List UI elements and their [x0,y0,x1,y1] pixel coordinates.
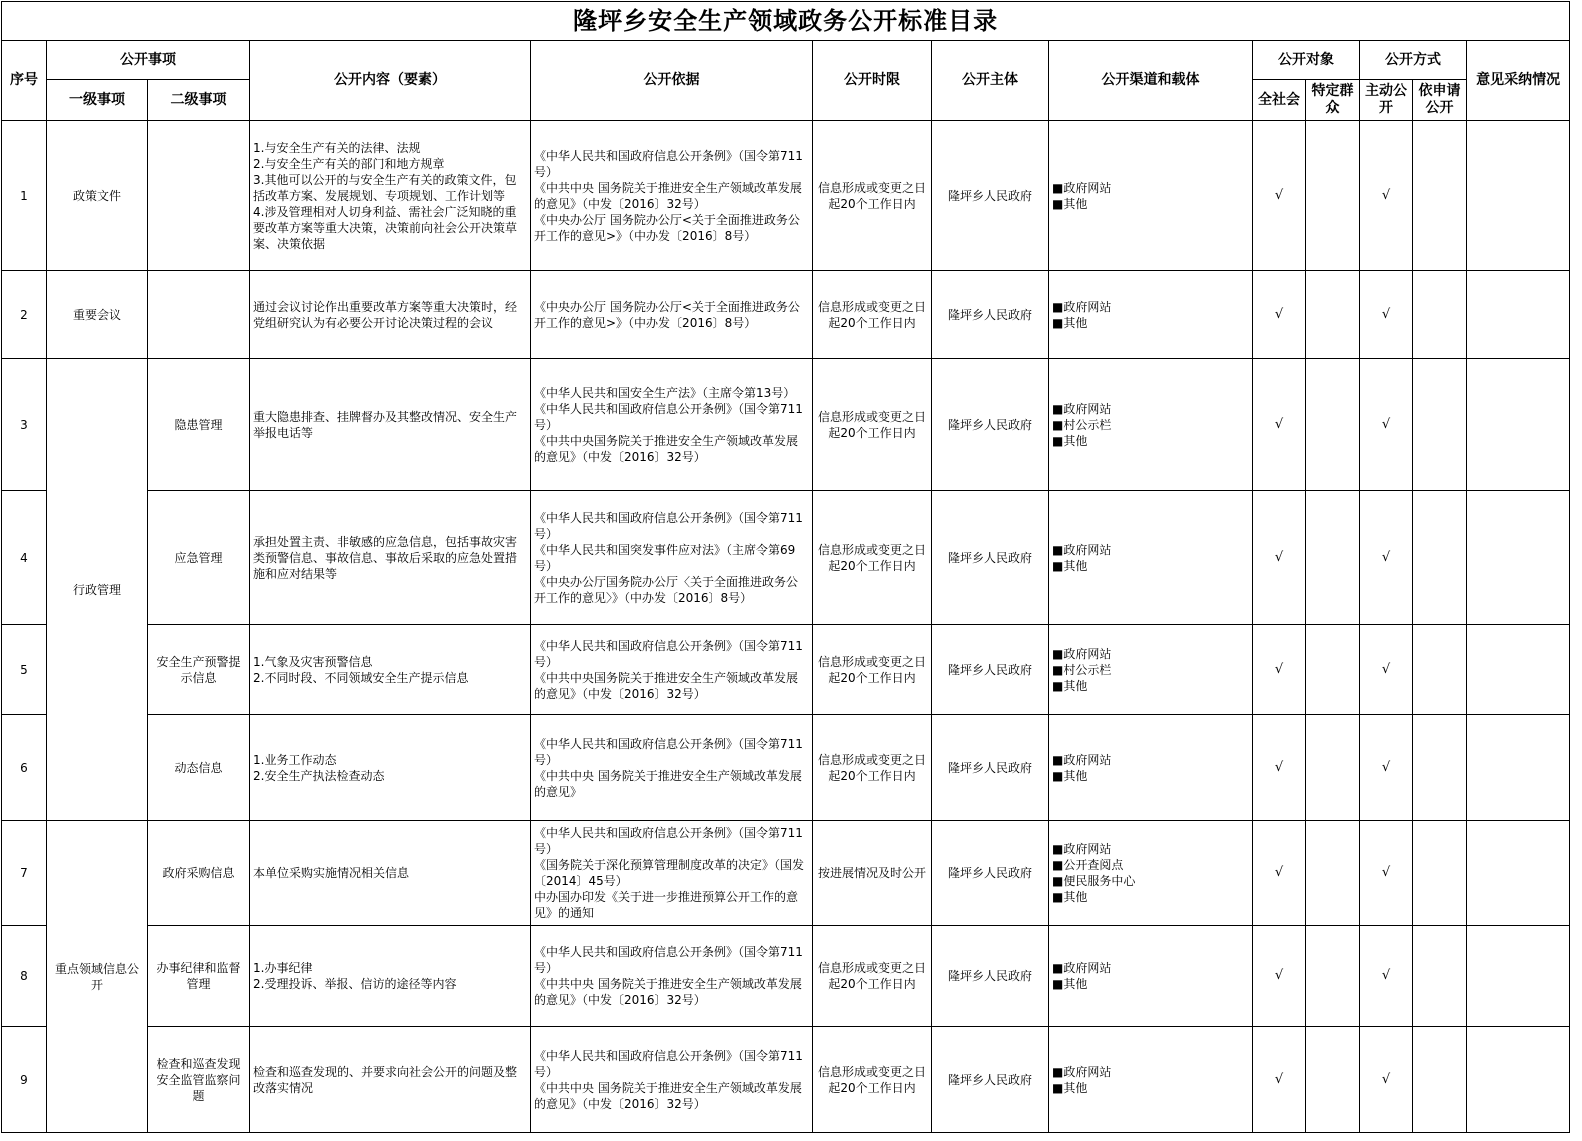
check-mark: √ [1360,121,1413,271]
row-level1: 重点领域信息公开 [47,821,148,1133]
basis-line: 《中华人民共和国政府信息公开条例》（国令第711号） [534,736,803,767]
catalog-table [1,1,1570,1133]
basis-line: 中办国办印发《关于进一步推进预算公开工作的意见》的通知 [534,890,799,920]
row-basis [531,1027,813,1133]
header-time-limit: 公开时限 [813,41,932,121]
row-seq: 8 [2,926,47,1027]
row-channel [1049,625,1253,715]
title-row [2,2,1570,41]
check-mark: √ [1253,625,1306,715]
row-time-limit: 信息形成或变更之日起20个工作日内 [813,1027,932,1133]
row-subject: 隆坪乡人民政府 [932,625,1049,715]
header-target-all: 全社会 [1253,80,1306,121]
row-basis [531,491,813,625]
row-target-specific [1306,271,1360,359]
channel-line: ■政府网站 [1052,299,1112,314]
row-time-limit: 信息形成或变更之日起20个工作日内 [813,926,932,1027]
row-target-specific [1306,715,1360,821]
table-row [2,926,1570,1027]
channel-line: ■其他 [1052,890,1088,904]
row-opinion [1467,715,1570,821]
table-row [2,625,1570,715]
basis-line: 《中华人民共和国政府信息公开条例》（国令第711号） [534,148,803,179]
row-target-specific [1306,121,1360,271]
header-level1: 一级事项 [47,80,148,121]
row-level2: 政府采购信息 [148,821,250,926]
check-mark: √ [1253,271,1306,359]
check-mark: √ [1360,625,1413,715]
basis-line: 《中共中央国务院关于推进安全生产领域改革发展的意见》（中发〔2016〕32号） [534,433,799,464]
row-target-specific [1306,491,1360,625]
table-row [2,1027,1570,1133]
row-opinion [1467,625,1570,715]
header-content: 公开内容（要素） [250,41,531,121]
basis-line: 《中央办公厅 国务院办公厅<关于全面推进政务公开工作的意见>》（中办发〔2016〕8号） [534,212,800,243]
basis-line: 《中央办公厅 国务院办公厅<关于全面推进政务公开工作的意见>》（中办发〔2016〕8号） [534,299,800,330]
check-mark: √ [1360,821,1413,926]
table-row [2,715,1570,821]
row-basis [531,926,813,1027]
row-channel [1049,121,1253,271]
row-content [250,821,531,926]
row-time-limit: 信息形成或变更之日起20个工作日内 [813,715,932,821]
channel-line: ■其他 [1052,678,1088,693]
row-time-limit: 信息形成或变更之日起20个工作日内 [813,625,932,715]
row-level2: 隐患管理 [148,359,250,491]
row-seq: 4 [2,491,47,625]
row-subject: 隆坪乡人民政府 [932,926,1049,1027]
check-mark: √ [1360,491,1413,625]
header-opinion: 意见采纳情况 [1467,41,1570,121]
row-content [250,715,531,821]
row-target-specific [1306,359,1360,491]
row-level2: 办事纪律和监督管理 [148,926,250,1027]
row-seq: 3 [2,359,47,491]
check-mark: √ [1253,926,1306,1027]
content-line: 1.办事纪律 [253,961,313,975]
row-level2: 检查和巡查发现安全监管监察问题 [148,1027,250,1133]
row-channel [1049,271,1253,359]
row-opinion [1467,821,1570,926]
check-mark: √ [1253,715,1306,821]
channel-line: ■政府网站 [1052,842,1112,856]
row-level2: 应急管理 [148,491,250,625]
row-seq: 9 [2,1027,47,1133]
row-mode-apply [1413,1027,1467,1133]
row-subject: 隆坪乡人民政府 [932,1027,1049,1133]
channel-line: ■村公示栏 [1052,662,1112,677]
basis-line: 《中共中央 国务院关于推进安全生产领域改革发展的意见》（中发〔2016〕32号） [534,977,802,1007]
content-line: 2.受理投诉、举报、信访的途径等内容 [253,977,457,991]
channel-line: ■公开查阅点 [1052,858,1124,872]
row-mode-apply [1413,271,1467,359]
channel-line: ■其他 [1052,768,1088,783]
row-opinion [1467,359,1570,491]
channel-line: ■其他 [1052,558,1088,573]
channel-line: ■其他 [1052,1080,1088,1095]
row-mode-apply [1413,359,1467,491]
row-basis [531,715,813,821]
basis-line: 《中共中央国务院关于推进安全生产领域改革发展的意见》（中发〔2016〕32号） [534,670,799,701]
check-mark: √ [1253,1027,1306,1133]
header-mode-apply: 依申请公开 [1413,80,1467,121]
content-line: 检查和巡查发现的、并要求向社会公开的问题及整改落实情况 [253,1064,518,1095]
header-mode-active: 主动公开 [1360,80,1413,121]
basis-line: 《中华人民共和国突发事件应对法》（主席令第69号） [534,542,796,573]
row-subject: 隆坪乡人民政府 [932,271,1049,359]
row-content [250,359,531,491]
table-row [2,121,1570,271]
basis-line: 《中共中央 国务院关于推进安全生产领域改革发展的意见》 [534,768,802,799]
content-line: 本单位采购实施情况相关信息 [253,866,410,880]
row-content [250,926,531,1027]
row-basis [531,625,813,715]
row-level1: 行政管理 [47,359,148,821]
row-channel [1049,821,1253,926]
row-basis [531,121,813,271]
channel-line: ■政府网站 [1052,752,1112,767]
row-opinion [1467,926,1570,1027]
row-seq: 7 [2,821,47,926]
header-seq: 序号 [2,41,47,121]
channel-line: ■其他 [1052,433,1088,448]
check-mark: √ [1360,359,1413,491]
content-line: 2.安全生产执法检查动态 [253,768,385,783]
channel-line: ■政府网站 [1052,646,1112,661]
check-mark: √ [1360,271,1413,359]
row-target-specific [1306,1027,1360,1133]
row-time-limit: 信息形成或变更之日起20个工作日内 [813,121,932,271]
content-line: 承担处置主责、非敏感的应急信息，包括事故灾害类预警信息、事故信息、事故后采取的应急处置措施和应对结果等 [253,534,518,581]
page-title: 隆坪乡安全生产领域政务公开标准目录 [2,2,1570,41]
row-content [250,491,531,625]
row-content [250,271,531,359]
row-level2 [148,121,250,271]
row-level2: 动态信息 [148,715,250,821]
content-line: 4.涉及管理相对人切身利益、需社会广泛知晓的重要改革方案等重大决策，决策前向社会公开决策草案、决策依据 [253,204,518,251]
row-subject: 隆坪乡人民政府 [932,715,1049,821]
basis-line: 《中华人民共和国政府信息公开条例》（国令第711号） [534,510,803,541]
row-level1: 政策文件 [47,121,148,271]
row-mode-apply [1413,926,1467,1027]
basis-line: 《中华人民共和国政府信息公开条例》（国令第711号） [534,401,803,432]
basis-line: 《中华人民共和国政府信息公开条例》（国令第711号） [534,1048,803,1079]
row-level2: 安全生产预警提示信息 [148,625,250,715]
channel-line: ■便民服务中心 [1052,874,1136,888]
check-mark: √ [1360,715,1413,821]
row-channel [1049,1027,1253,1133]
basis-line: 《中华人民共和国政府信息公开条例》（国令第711号） [534,826,803,856]
channel-line: ■政府网站 [1052,542,1112,557]
channel-line: ■其他 [1052,196,1088,211]
basis-line: 《中华人民共和国政府信息公开条例》（国令第711号） [534,638,803,669]
row-mode-apply [1413,121,1467,271]
row-opinion [1467,1027,1570,1133]
content-line: 2.与安全生产有关的部门和地方规章 [253,156,445,171]
row-seq: 6 [2,715,47,821]
row-content [250,1027,531,1133]
row-content [250,121,531,271]
header-row-1 [2,41,1570,80]
row-channel [1049,926,1253,1027]
content-line: 1.与安全生产有关的法律、法规 [253,140,421,155]
header-mode: 公开方式 [1360,41,1467,80]
row-subject: 隆坪乡人民政府 [932,821,1049,926]
basis-line: 《中共中央 国务院关于推进安全生产领域改革发展的意见》（中发〔2016〕32号） [534,180,802,211]
content-line: 3.其他可以公开的与安全生产有关的政策文件，包括改革方案、发展规划、专项规划、工作计划等 [253,172,517,203]
check-mark: √ [1360,1027,1413,1133]
row-time-limit: 按进展情况及时公开 [813,821,932,926]
row-mode-apply [1413,715,1467,821]
header-target-specific: 特定群众 [1306,80,1360,121]
table-row [2,271,1570,359]
row-content [250,625,531,715]
table-row [2,491,1570,625]
row-level2 [148,271,250,359]
basis-line: 《国务院关于深化预算管理制度改革的决定》（国发〔2014〕45号） [534,858,805,888]
row-target-specific [1306,821,1360,926]
channel-line: ■政府网站 [1052,401,1112,416]
header-level2: 二级事项 [148,80,250,121]
row-time-limit: 信息形成或变更之日起20个工作日内 [813,271,932,359]
row-basis [531,821,813,926]
header-basis: 公开依据 [531,41,813,121]
row-seq: 2 [2,271,47,359]
row-level1: 重要会议 [47,271,148,359]
header-channel: 公开渠道和载体 [1049,41,1253,121]
row-time-limit: 信息形成或变更之日起20个工作日内 [813,491,932,625]
header-subject: 公开主体 [932,41,1049,121]
row-time-limit: 信息形成或变更之日起20个工作日内 [813,359,932,491]
row-subject: 隆坪乡人民政府 [932,491,1049,625]
table-row [2,359,1570,491]
content-line: 通过会议讨论作出重要改革方案等重大决策时，经党组研究认为有必要公开讨论决策过程的会议 [253,299,518,330]
channel-line: ■其他 [1052,977,1088,991]
check-mark: √ [1253,121,1306,271]
row-seq: 1 [2,121,47,271]
row-target-specific [1306,625,1360,715]
table-row [2,821,1570,926]
row-channel [1049,491,1253,625]
row-mode-apply [1413,821,1467,926]
check-mark: √ [1360,926,1413,1027]
check-mark: √ [1253,821,1306,926]
header-target: 公开对象 [1253,41,1360,80]
content-line: 2.不同时段、不同领域安全生产提示信息 [253,670,469,685]
row-channel [1049,715,1253,821]
content-line: 1.业务工作动态 [253,752,337,767]
basis-line: 《中央办公厅国务院办公厅〈关于全面推进政务公开工作的意见〉》（中办发〔2016〕8号） [534,574,799,605]
check-mark: √ [1253,359,1306,491]
content-line: 重大隐患排查、挂牌督办及其整改情况、安全生产举报电话等 [253,409,518,440]
row-basis [531,271,813,359]
row-mode-apply [1413,625,1467,715]
row-subject: 隆坪乡人民政府 [932,359,1049,491]
channel-line: ■村公示栏 [1052,417,1112,432]
channel-line: ■政府网站 [1052,961,1112,975]
header-matters: 公开事项 [47,41,250,80]
content-line: 1.气象及灾害预警信息 [253,654,373,669]
row-opinion [1467,491,1570,625]
row-seq: 5 [2,625,47,715]
row-opinion [1467,121,1570,271]
check-mark: √ [1253,491,1306,625]
row-opinion [1467,271,1570,359]
basis-line: 《中华人民共和国安全生产法》（主席令第13号） [534,385,796,400]
row-channel [1049,359,1253,491]
channel-line: ■政府网站 [1052,1064,1112,1079]
basis-line: 《中共中央 国务院关于推进安全生产领域改革发展的意见》（中发〔2016〕32号） [534,1080,802,1111]
channel-line: ■其他 [1052,315,1088,330]
basis-line: 《中华人民共和国政府信息公开条例》（国令第711号） [534,945,803,975]
row-target-specific [1306,926,1360,1027]
row-mode-apply [1413,491,1467,625]
row-subject: 隆坪乡人民政府 [932,121,1049,271]
row-basis [531,359,813,491]
catalog-sheet [1,1,1569,1133]
channel-line: ■政府网站 [1052,180,1112,195]
